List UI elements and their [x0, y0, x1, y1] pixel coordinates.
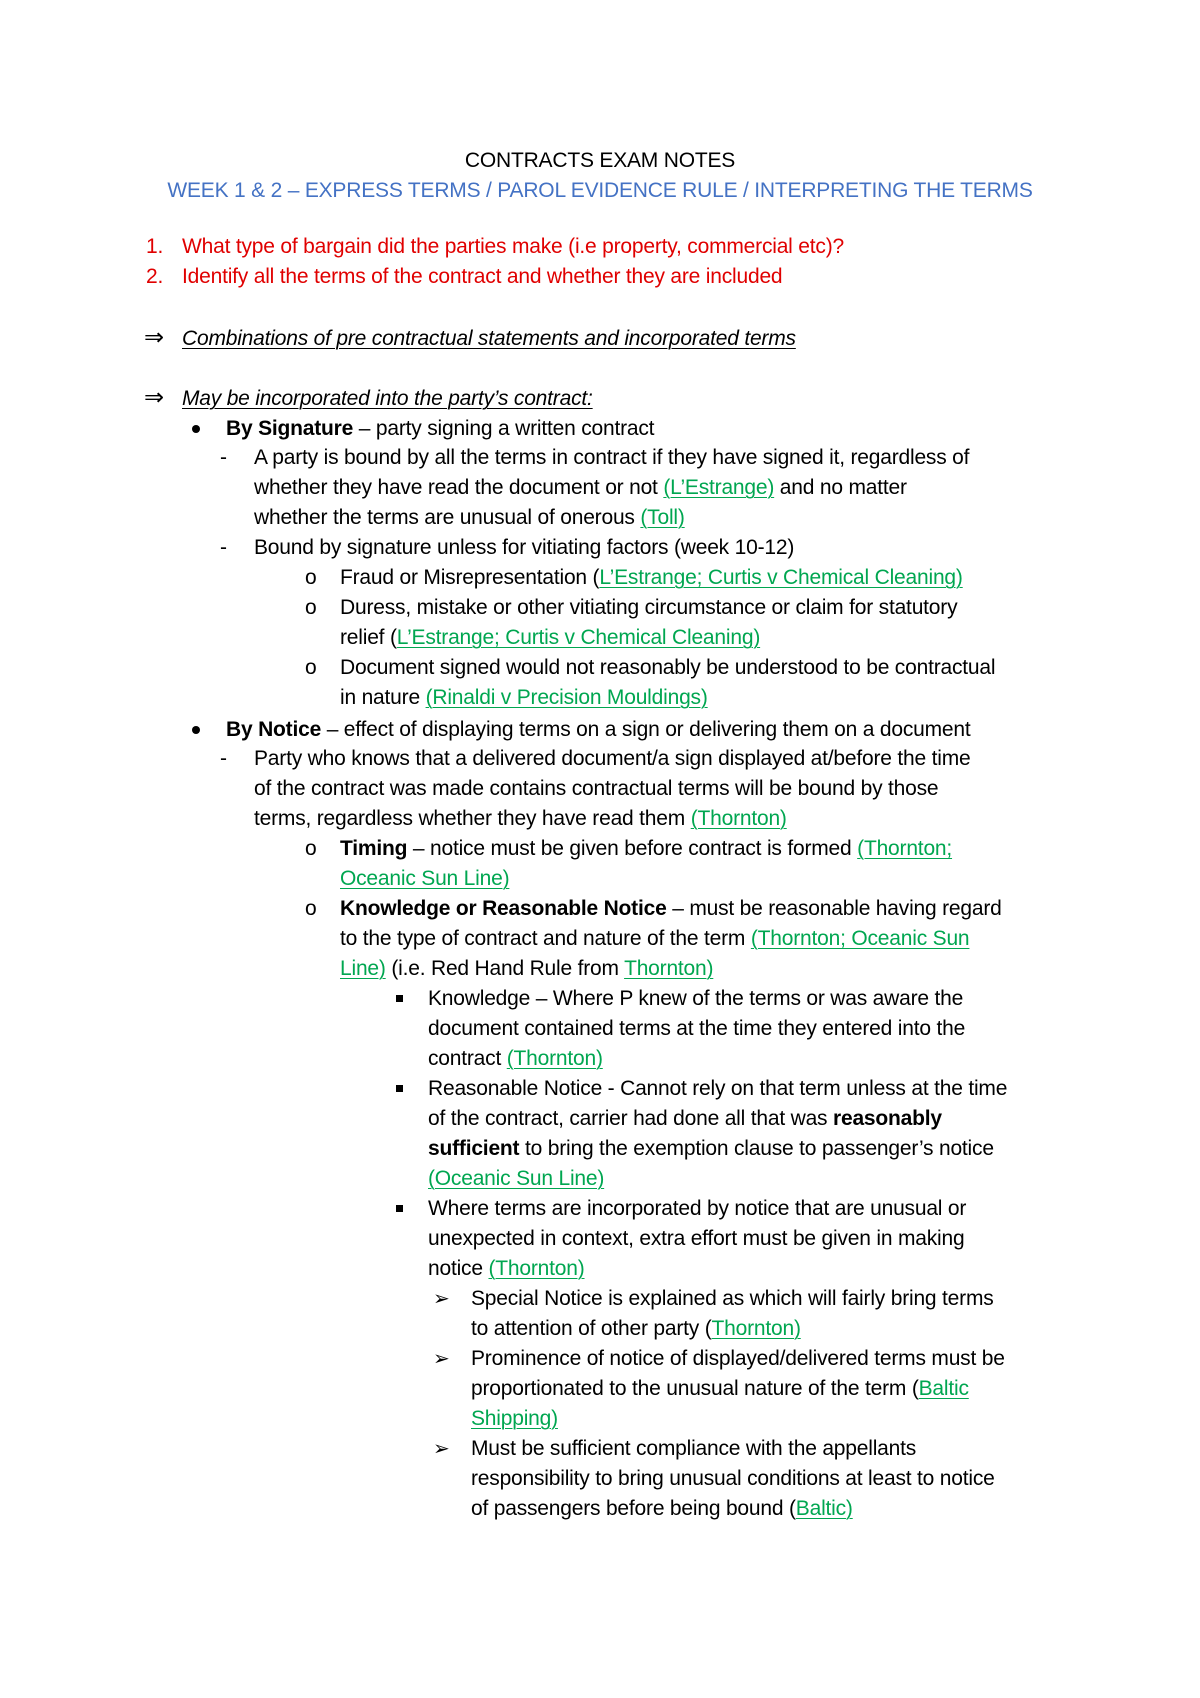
- compliance-line2: responsibility to bring unusual conditions at least to notice: [471, 1467, 995, 1490]
- text-run: to bring the exemption clause to passenger’s notice: [519, 1137, 994, 1160]
- case-citation: (Rinaldi v Precision Mouldings): [425, 686, 708, 709]
- text-run: terms, regardless whether they have read them: [254, 807, 691, 830]
- double-arrow-icon: ⇒: [144, 324, 165, 351]
- case-citation: (Oceanic Sun Line): [428, 1167, 605, 1190]
- case-citation: (Thornton): [506, 1047, 603, 1070]
- text-run: (i.e. Red Hand Rule from: [385, 957, 625, 980]
- page-title: CONTRACTS EXAM NOTES: [464, 149, 736, 172]
- signature-bullet: [226, 414, 654, 444]
- text-run: in nature: [340, 686, 426, 709]
- text-run: and no matter: [774, 476, 907, 499]
- prominence-line1: Prominence of notice of displayed/delivered terms must be: [471, 1347, 1005, 1370]
- arrow-heading-incorporated: May be incorporated into the party’s contract:: [182, 387, 593, 410]
- dash-marker: -: [220, 446, 227, 469]
- unusual-terms-line1: Where terms are incorporated by notice that are unusual or: [428, 1197, 967, 1220]
- text-run: whether they have read the document or not: [254, 476, 664, 499]
- arrowhead-bullet-icon: ➢: [433, 1438, 450, 1460]
- question-2-text: Identify all the terms of the contract and whether they are included: [182, 265, 783, 288]
- square-bullet-icon: [396, 995, 403, 1002]
- notice-heading: By Notice: [226, 718, 322, 741]
- vitiating-factor-1: [340, 563, 963, 593]
- case-citation: (Thornton): [488, 1257, 585, 1280]
- reasonable-notice-line3: [428, 1134, 994, 1164]
- text-run: notice: [428, 1257, 489, 1280]
- signature-dash1-line2: [254, 473, 907, 503]
- vitiating-factor-3-line1: Document signed would not reasonably be understood to be contractual: [340, 656, 996, 679]
- arrow-heading-combinations: Combinations of pre contractual statements and incorporated terms: [182, 327, 796, 350]
- notice-dash-line2: of the contract was made contains contractual terms will be bound by those: [254, 777, 939, 800]
- case-citation: Line): [340, 957, 386, 980]
- signature-description: – party signing a written contract: [353, 417, 655, 440]
- text-run: Timing: [340, 837, 408, 860]
- knowledge-line1: [340, 894, 1002, 924]
- reasonable-notice-line2: [428, 1104, 942, 1134]
- compliance-line1: Must be sufficient compliance with the appellants: [471, 1437, 917, 1460]
- vitiating-factor-3-line2: [340, 683, 708, 713]
- text-run: proportionated to the unusual nature of the term (: [471, 1377, 919, 1400]
- timing-line2: [340, 864, 509, 894]
- double-arrow-icon: ⇒: [144, 384, 165, 411]
- case-citation: (Toll): [640, 506, 685, 529]
- case-citation: (L’Estrange): [663, 476, 775, 499]
- case-citation: Baltic): [795, 1497, 853, 1520]
- case-citation: Thornton): [624, 957, 714, 980]
- text-run: sufficient: [428, 1137, 520, 1160]
- prominence-line2: [471, 1374, 969, 1404]
- circle-bullet-icon: o: [305, 566, 317, 589]
- square-bullet-icon: [396, 1085, 403, 1092]
- text-run: Fraud or Misrepresentation (: [340, 566, 600, 589]
- knowledge-sub-line3: [428, 1044, 603, 1074]
- signature-dash1-line3: [254, 503, 685, 533]
- reasonable-notice-line4: [428, 1164, 604, 1194]
- text-run: whether the terms are unusual of onerous: [254, 506, 641, 529]
- text-run: Knowledge or Reasonable Notice: [340, 897, 667, 920]
- notice-description: – effect of displaying terms on a sign or delivering them on a document: [321, 718, 971, 741]
- arrowhead-bullet-icon: ➢: [433, 1348, 450, 1370]
- unusual-terms-line3: [428, 1254, 585, 1284]
- unusual-terms-line2: unexpected in context, extra effort must be given in making: [428, 1227, 965, 1250]
- dash-marker: -: [220, 536, 227, 559]
- text-run: – notice must be given before contract is formed: [407, 837, 858, 860]
- signature-dash2: Bound by signature unless for vitiating factors (week 10-12): [254, 536, 795, 559]
- text-run: reasonably: [833, 1107, 942, 1130]
- case-citation: Baltic: [918, 1377, 969, 1400]
- case-citation: (Thornton;: [857, 837, 953, 860]
- bullet-dot-icon: [192, 726, 200, 734]
- text-run: to the type of contract and nature of the term: [340, 927, 751, 950]
- notice-dash-line1: Party who knows that a delivered document/a sign displayed at/before the time: [254, 747, 971, 770]
- circle-bullet-icon: o: [305, 837, 317, 860]
- special-notice-line2: [471, 1314, 801, 1344]
- circle-bullet-icon: o: [305, 656, 317, 679]
- text-run: of passengers before being bound (: [471, 1497, 796, 1520]
- question-1-number: 1.: [146, 235, 164, 258]
- text-run: of the contract, carrier had done all that was: [428, 1107, 833, 1130]
- prominence-line3: [471, 1404, 558, 1434]
- notice-bullet: [226, 715, 970, 745]
- case-citation: (Thornton): [690, 807, 787, 830]
- vitiating-factor-2-line2: [340, 623, 760, 653]
- arrowhead-bullet-icon: ➢: [433, 1288, 450, 1310]
- case-citation: (Thornton; Oceanic Sun: [750, 927, 970, 950]
- knowledge-sub-line1: Knowledge – Where P knew of the terms or was aware the: [428, 987, 964, 1010]
- circle-bullet-icon: o: [305, 596, 317, 619]
- page-subtitle: WEEK 1 & 2 – EXPRESS TERMS / PAROL EVIDENCE RULE / INTERPRETING THE TERMS: [167, 179, 1033, 202]
- knowledge-line2: [340, 924, 969, 954]
- case-citation: Thornton): [711, 1317, 801, 1340]
- timing-line1: [340, 834, 952, 864]
- case-citation: Oceanic Sun Line): [340, 867, 510, 890]
- vitiating-factor-2-line1: Duress, mistake or other vitiating circumstance or claim for statutory: [340, 596, 958, 619]
- signature-dash1-line1: A party is bound by all the terms in contract if they have signed it, regardless of: [254, 446, 970, 469]
- reasonable-notice-line1: Reasonable Notice - Cannot rely on that term unless at the time: [428, 1077, 1008, 1100]
- case-citation: L’Estrange; Curtis v Chemical Cleaning): [599, 566, 963, 589]
- bullet-dot-icon: [192, 425, 200, 433]
- special-notice-line1: Special Notice is explained as which will fairly bring terms: [471, 1287, 994, 1310]
- compliance-line3: [471, 1494, 853, 1524]
- question-1-text: What type of bargain did the parties make (i.e property, commercial etc)?: [182, 235, 844, 258]
- circle-bullet-icon: o: [305, 897, 317, 920]
- question-2-number: 2.: [146, 265, 164, 288]
- notice-dash-line3: [254, 804, 787, 834]
- text-run: relief (: [340, 626, 397, 649]
- text-run: – must be reasonable having regard: [666, 897, 1002, 920]
- signature-heading: By Signature: [226, 417, 354, 440]
- knowledge-sub-line2: document contained terms at the time they entered into the: [428, 1017, 966, 1040]
- text-run: contract: [428, 1047, 507, 1070]
- knowledge-line3: [340, 954, 713, 984]
- dash-marker: -: [220, 747, 227, 770]
- case-citation: Shipping): [471, 1407, 558, 1430]
- square-bullet-icon: [396, 1205, 403, 1212]
- case-citation: L’Estrange; Curtis v Chemical Cleaning): [396, 626, 761, 649]
- text-run: to attention of other party (: [471, 1317, 712, 1340]
